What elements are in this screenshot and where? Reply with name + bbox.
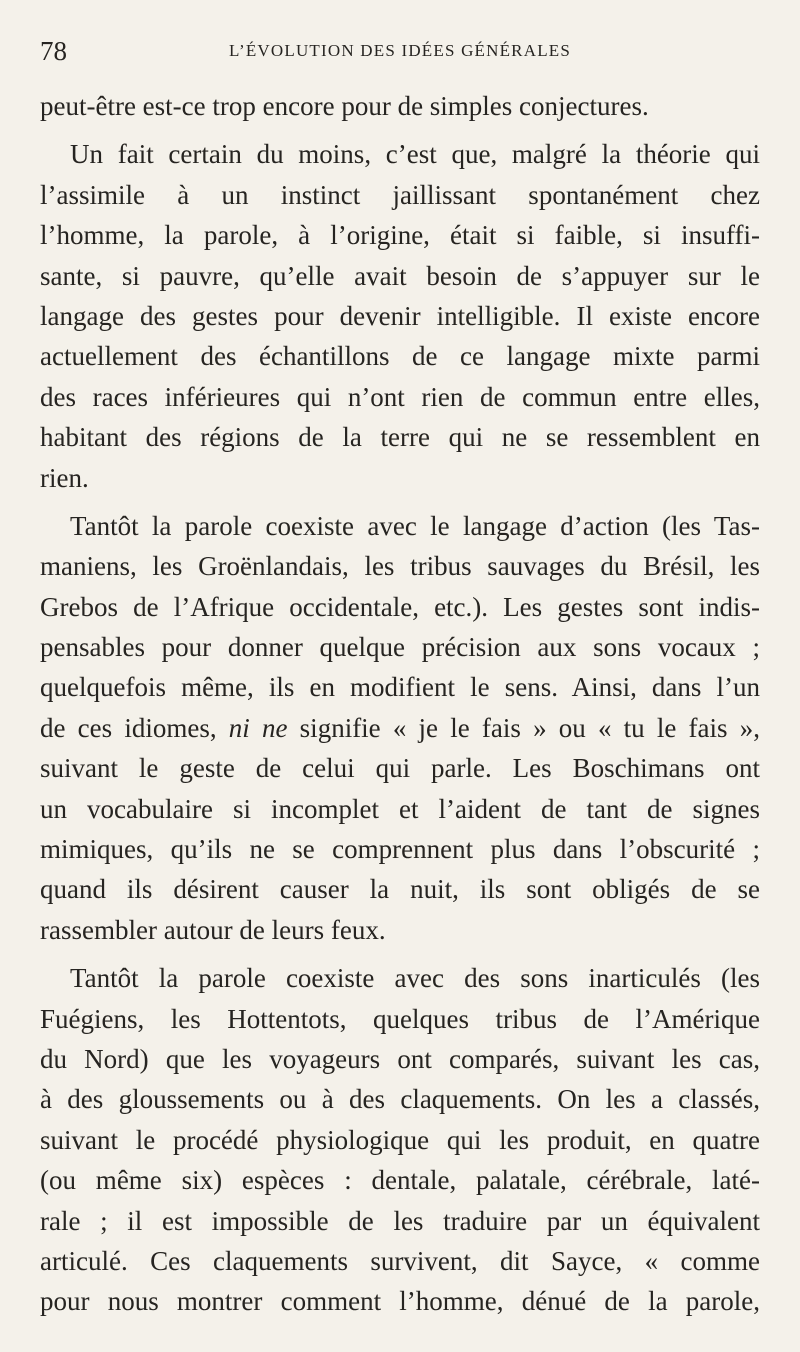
text-line: l’homme, la parole, à l’origine, était si faible, si insuffi- [40,220,760,251]
text-line: langage des gestes pour devenir intelligible. Il existe encore [40,300,760,331]
text-line: mimiques, qu’ils ne se comprennent plus dans l’obscurité ; [40,834,760,865]
text-line: rale ; il est impossible de les traduire par un équivalent [40,1205,760,1236]
text-line: des races inférieures qui n’ont rien de commun entre elles, [40,381,760,412]
text-line: sante, si pauvre, qu’elle avait besoin de s’appuyer sur le [40,260,760,291]
text-line [40,708,760,748]
text-line: maniens, les Groënlandais, les tribus sauvages du Brésil, les [40,551,760,582]
line-text-end: signifie « je le fais » ou « tu le fais », [287,712,760,743]
text-line: quelquefois même, ils en modifient le sens. Ainsi, dans l’un [40,672,760,703]
text-line: peut-être est-ce trop encore pour de simples conjectures. [40,91,649,121]
text-line: rien. [40,462,89,493]
text-line: suivant le geste de celui qui parle. Les Boschimans ont [40,753,760,784]
text-line: pour nous montrer comment l’homme, dénué de la parole, [40,1286,760,1317]
text-line: Un fait certain du moins, c’est que, malgré la théorie qui [70,139,760,170]
text-line: articulé. Ces claquements survivent, dit Sayce, « comme [40,1245,760,1276]
italic-term: ni ne [228,712,288,743]
page-header [40,34,760,68]
text-line: à des gloussements ou à des claquements. On les a classés, [40,1084,760,1115]
text-line: suivant le procédé physiologique qui les produit, en quatre [40,1124,760,1155]
text-line: Fuégiens, les Hottentots, quelques tribus de l’Amérique [40,1003,760,1034]
text-line: pensables pour donner quelque précision aux sons vocaux ; [40,632,760,663]
text-line: (ou même six) espèces : dentale, palatale, cérébrale, laté- [40,1165,760,1196]
text-line: l’assimile à un instinct jaillissant spontanément chez [40,179,760,210]
text-line: Tantôt la parole coexiste avec des sons inarticulés (les [70,963,760,994]
text-line: actuellement des échantillons de ce langage mixte parmi [40,341,760,372]
paragraph [40,958,760,1322]
text-line: Grebos de l’Afrique occidentale, etc.). Les gestes sont indis- [40,591,760,622]
page-number: 78 [40,35,67,66]
paragraph [40,134,760,498]
line-text-start: de ces idiomes, [40,712,229,743]
paragraph [40,86,760,126]
text-line: habitant des régions de la terre qui ne se ressemblent en [40,422,760,453]
text-line: quand ils désirent causer la nuit, ils sont obligés de se [40,874,760,905]
text-line: du Nord) que les voyageurs ont comparés, suivant les cas, [40,1043,760,1074]
text-line: un vocabulaire si incomplet et l’aident de tant de signes [40,793,760,824]
page-body [40,86,760,1322]
running-title: L’ÉVOLUTION DES IDÉES GÉNÉRALES [228,41,572,60]
text-line: rassembler autour de leurs feux. [40,914,386,945]
paragraph [40,506,760,950]
text-line: Tantôt la parole coexiste avec le langage d’action (les Tas- [70,510,760,541]
